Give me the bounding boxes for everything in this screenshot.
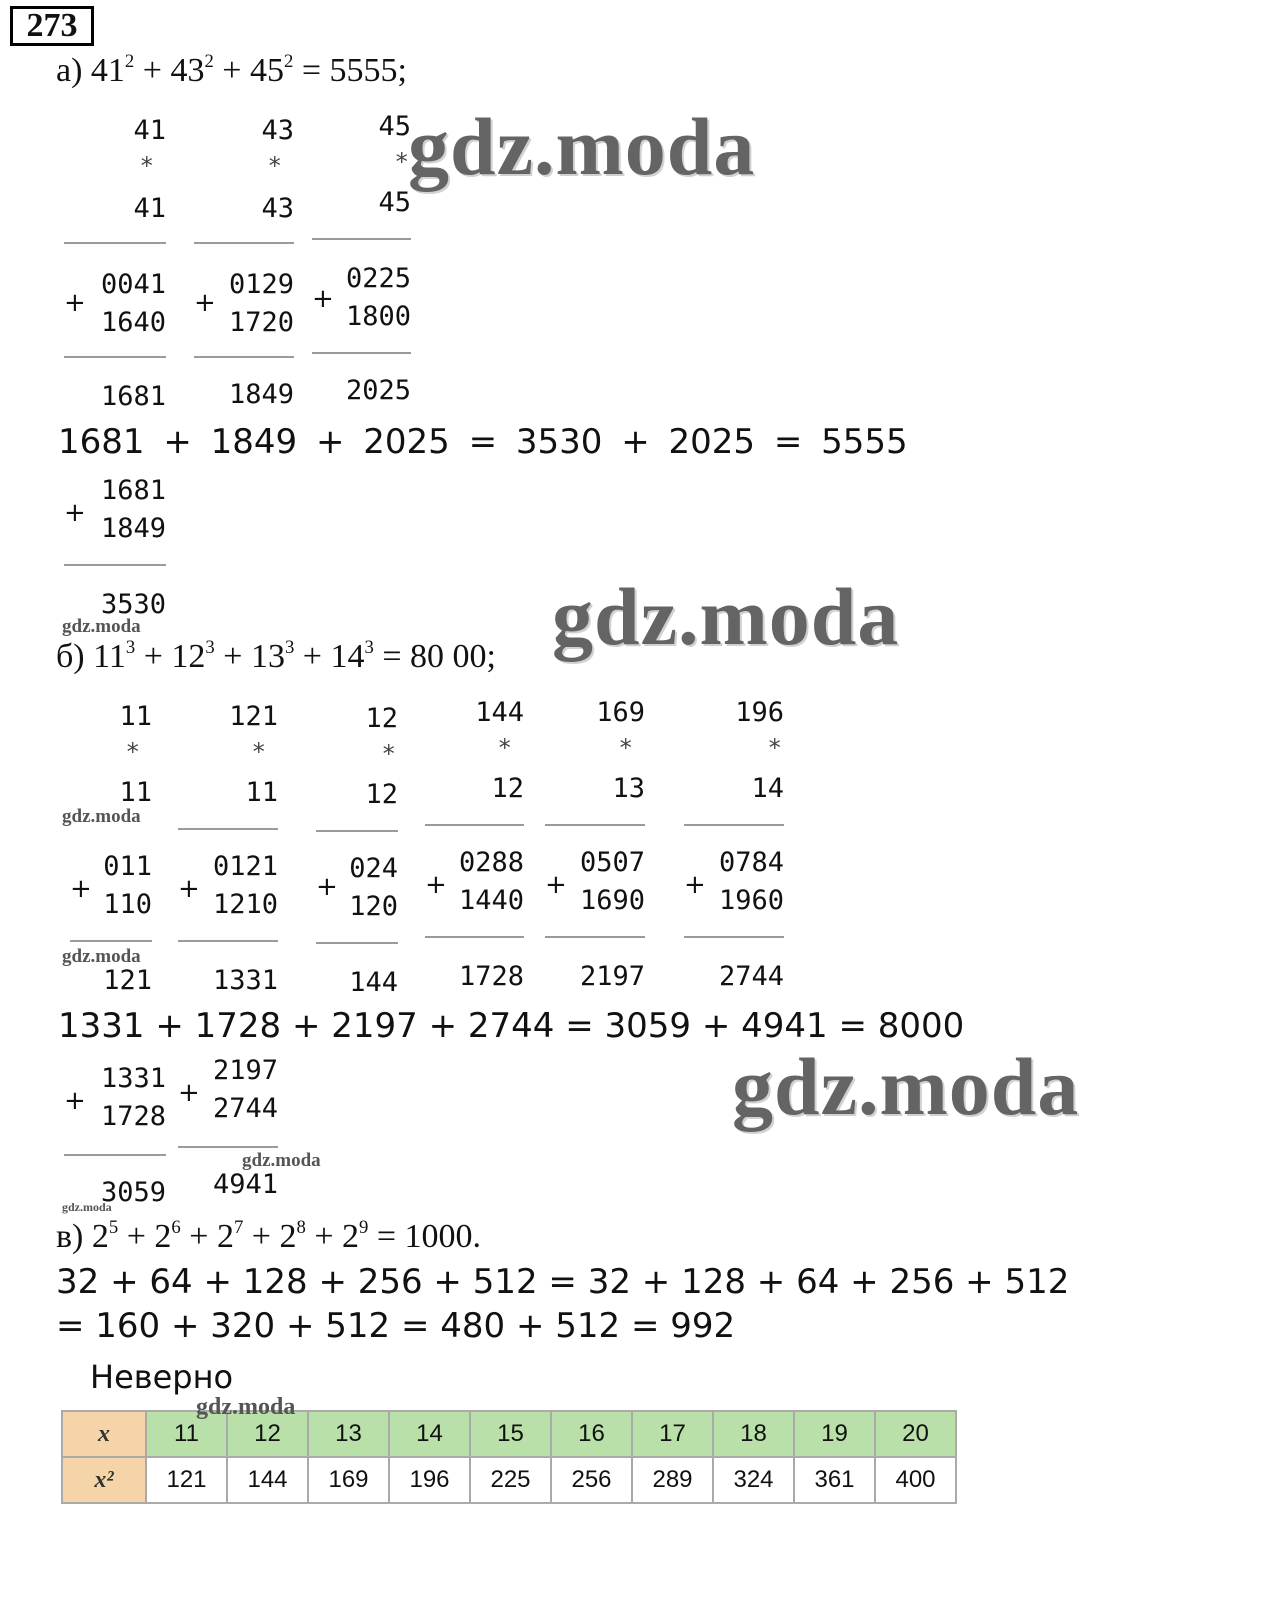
term-exp: 6 bbox=[171, 1216, 181, 1238]
times-sign: * bbox=[618, 734, 633, 762]
table-cell: 14 bbox=[389, 1411, 470, 1457]
term-exp: 3 bbox=[284, 636, 295, 658]
times-sign: * bbox=[381, 740, 396, 768]
partial-product: 1800 bbox=[345, 301, 411, 332]
table-cell: 324 bbox=[713, 1457, 794, 1503]
times-sign: * bbox=[394, 148, 409, 176]
mult-column-121x11 bbox=[178, 698, 278, 998]
times-sign: * bbox=[767, 734, 782, 762]
term-exp: 3 bbox=[205, 636, 215, 658]
table-cell: 11 bbox=[146, 1411, 227, 1457]
rule-line bbox=[64, 242, 166, 244]
addend: 1728 bbox=[100, 1101, 166, 1132]
table-cell: 121 bbox=[146, 1457, 227, 1503]
watermark-logo: gdz.moda bbox=[552, 571, 900, 662]
factor-top: 169 bbox=[596, 697, 645, 728]
factor-bottom: 11 bbox=[245, 777, 278, 808]
part-c-line-2: = 160 + 320 + 512 = 480 + 512 = 992 bbox=[56, 1306, 736, 1346]
times-sign: * bbox=[497, 734, 512, 762]
table-row-x-squared bbox=[62, 1457, 956, 1503]
term-exp: 3 bbox=[364, 636, 374, 658]
rule-line bbox=[425, 824, 524, 826]
mult-column-169x13 bbox=[545, 694, 645, 994]
partial-product: 0129 bbox=[228, 269, 294, 300]
sum-result: 3530 bbox=[100, 589, 166, 620]
factor-bottom: 11 bbox=[119, 777, 152, 808]
rule-line bbox=[178, 940, 278, 942]
partial-product: 0784 bbox=[718, 847, 784, 878]
table-cell: 13 bbox=[308, 1411, 389, 1457]
factor-top: 121 bbox=[229, 701, 278, 732]
partial-product: 1960 bbox=[718, 885, 784, 916]
term-base: 2 bbox=[154, 1218, 172, 1255]
rule-line bbox=[70, 940, 152, 942]
watermark-small: gdz.moda bbox=[62, 616, 141, 637]
partial-product: 011 bbox=[103, 851, 152, 882]
product-result: 1331 bbox=[212, 965, 278, 996]
add-column-a bbox=[64, 474, 166, 624]
factor-bottom: 43 bbox=[261, 193, 294, 224]
sum-result: 3059 bbox=[100, 1177, 166, 1208]
factor-bottom: 41 bbox=[133, 193, 166, 224]
watermark-small: gdz.moda bbox=[242, 1150, 321, 1171]
rule-line bbox=[178, 828, 278, 830]
part-c-heading: в) $2^5 + 2^6 + 2^7 + 2^8 + 2^9 = 1000$. bbox=[56, 1216, 482, 1255]
partial-product: 120 bbox=[349, 891, 398, 922]
plus-sign: + bbox=[178, 1078, 200, 1108]
watermark-small: gdz.moda bbox=[196, 1394, 296, 1420]
factor-bottom: 14 bbox=[751, 773, 784, 804]
add-column-b2 bbox=[178, 1054, 278, 1204]
claim: = 1000. bbox=[376, 1218, 482, 1255]
mult-column-43 bbox=[194, 112, 294, 412]
partial-product: 024 bbox=[349, 853, 398, 884]
times-sign: * bbox=[139, 152, 154, 180]
partial-product: 1720 bbox=[228, 307, 294, 338]
mult-column-12x12 bbox=[316, 700, 398, 1000]
plus-sign: + bbox=[178, 874, 200, 904]
term-base: 45 bbox=[249, 52, 284, 89]
watermark-logo: gdz.moda bbox=[732, 1041, 1080, 1132]
term-base: 14 bbox=[330, 638, 365, 675]
rule-line bbox=[425, 936, 524, 938]
term-base: 41 bbox=[90, 52, 125, 89]
table-cell: 196 bbox=[389, 1457, 470, 1503]
partial-product: 0041 bbox=[100, 269, 166, 300]
plus-sign: + bbox=[64, 498, 86, 528]
product-result: 2744 bbox=[718, 961, 784, 992]
factor-top: 11 bbox=[119, 701, 152, 732]
factor-top: 12 bbox=[365, 703, 398, 734]
rule-line bbox=[316, 830, 398, 832]
table-cell: 19 bbox=[794, 1411, 875, 1457]
rule-line bbox=[64, 1154, 166, 1156]
partial-product: 0121 bbox=[212, 851, 278, 882]
factor-bottom: 13 bbox=[612, 773, 645, 804]
table-cell: 17 bbox=[632, 1411, 713, 1457]
add-column-b1 bbox=[64, 1062, 166, 1212]
term-exp: 9 bbox=[359, 1216, 369, 1238]
claim: = 80 00; bbox=[382, 638, 496, 675]
table-cell: 144 bbox=[227, 1457, 308, 1503]
verdict-text: Неверно bbox=[90, 1358, 234, 1396]
times-sign: * bbox=[251, 738, 266, 766]
term-base: 2 bbox=[342, 1218, 360, 1255]
factor-top: 45 bbox=[378, 111, 411, 142]
watermark-small: gdz.moda bbox=[62, 946, 141, 967]
factor-bottom: 12 bbox=[365, 779, 398, 810]
claim: = 5555; bbox=[301, 52, 407, 89]
rule-line bbox=[194, 242, 294, 244]
mult-column-196x14 bbox=[684, 694, 784, 994]
table-cell: 225 bbox=[470, 1457, 551, 1503]
partial-product: 1640 bbox=[100, 307, 166, 338]
table-cell: 12 bbox=[227, 1411, 308, 1457]
table-cell: 361 bbox=[794, 1457, 875, 1503]
partial-product: 1690 bbox=[579, 885, 645, 916]
product-result: 144 bbox=[349, 967, 398, 998]
plus-sign: + bbox=[545, 870, 567, 900]
factor-top: 144 bbox=[475, 697, 524, 728]
term-exp: 2 bbox=[204, 50, 214, 72]
factor-bottom: 45 bbox=[378, 187, 411, 218]
partial-product: 0507 bbox=[579, 847, 645, 878]
plus-sign: + bbox=[70, 874, 92, 904]
factor-top: 41 bbox=[133, 115, 166, 146]
partial-product: 0288 bbox=[458, 847, 524, 878]
table-cell: 16 bbox=[551, 1411, 632, 1457]
partial-product: 110 bbox=[103, 889, 152, 920]
part-b-sum-line: 1331 + 1728 + 2197 + 2744 = 3059 + 4941 = 8000 bbox=[58, 1006, 965, 1046]
part-b-heading: б) $11^3 + 12^3 + 13^3 + 14^3 = 80$ 00; bbox=[56, 636, 496, 675]
part-a-sum-line: 1681 + 1849 + 2025 = 3530 + 2025 = 5555 bbox=[58, 422, 908, 462]
table-cell: 400 bbox=[875, 1457, 956, 1503]
partial-product: 1440 bbox=[458, 885, 524, 916]
plus-sign: + bbox=[312, 284, 334, 314]
problem-number: 273 bbox=[10, 6, 94, 46]
mult-column-45 bbox=[312, 108, 411, 408]
watermark-logo: gdz.moda bbox=[408, 101, 756, 192]
term-base: 12 bbox=[171, 638, 206, 675]
row-header-x-squared: x² bbox=[62, 1457, 146, 1503]
rule-line bbox=[64, 356, 166, 358]
product-result: 121 bbox=[103, 965, 152, 996]
part-a-heading: а) $41^2 + 43^2 + 45^2 = 5555$; bbox=[56, 50, 407, 89]
rule-line bbox=[684, 936, 784, 938]
term-exp: 7 bbox=[233, 1216, 244, 1238]
part-c-label: в) bbox=[56, 1218, 84, 1255]
factor-top: 43 bbox=[261, 115, 294, 146]
term-exp: 5 bbox=[108, 1216, 119, 1238]
rule-line bbox=[312, 352, 411, 354]
plus-sign: + bbox=[194, 288, 216, 318]
partial-product: 1210 bbox=[212, 889, 278, 920]
rule-line bbox=[194, 356, 294, 358]
product-result: 1681 bbox=[100, 381, 166, 412]
term-exp: 3 bbox=[125, 636, 136, 658]
partial-product: 0225 bbox=[345, 263, 411, 294]
product-result: 1728 bbox=[458, 961, 524, 992]
part-b-label: б) bbox=[56, 638, 85, 675]
term-base: 2 bbox=[279, 1218, 297, 1255]
term-exp: 8 bbox=[296, 1216, 306, 1238]
product-result: 1849 bbox=[228, 379, 294, 410]
table-cell: 289 bbox=[632, 1457, 713, 1503]
part-c-line-1: 32 + 64 + 128 + 256 + 512 = 32 + 128 + 64 + 256 + 512 bbox=[56, 1262, 1070, 1302]
table-cell: 18 bbox=[713, 1411, 794, 1457]
table-cell: 15 bbox=[470, 1411, 551, 1457]
times-sign: * bbox=[267, 152, 282, 180]
watermark-small: gdz.moda bbox=[62, 1200, 112, 1214]
rule-line bbox=[64, 564, 166, 566]
addend: 1849 bbox=[100, 513, 166, 544]
plus-sign: + bbox=[425, 870, 447, 900]
plus-sign: + bbox=[64, 1086, 86, 1116]
rule-line bbox=[684, 824, 784, 826]
rule-line bbox=[178, 1146, 278, 1148]
watermark-small: gdz.moda bbox=[62, 806, 141, 827]
rule-line bbox=[545, 936, 645, 938]
rule-line bbox=[545, 824, 645, 826]
product-result: 2025 bbox=[345, 375, 411, 406]
mult-column-144x12 bbox=[425, 694, 524, 994]
term-base: 13 bbox=[250, 638, 285, 675]
term-base: 2 bbox=[91, 1218, 109, 1255]
term-exp: 2 bbox=[124, 50, 135, 72]
row-header-x: x bbox=[62, 1411, 146, 1457]
squares-table bbox=[61, 1410, 957, 1504]
addend: 1681 bbox=[100, 475, 166, 506]
plus-sign: + bbox=[64, 288, 86, 318]
addend: 2744 bbox=[212, 1093, 278, 1124]
rule-line bbox=[312, 238, 411, 240]
addend: 1331 bbox=[100, 1063, 166, 1094]
table-cell: 256 bbox=[551, 1457, 632, 1503]
rule-line bbox=[316, 942, 398, 944]
addend: 2197 bbox=[212, 1055, 278, 1086]
term-base: 2 bbox=[216, 1218, 234, 1255]
sum-result: 4941 bbox=[212, 1169, 278, 1200]
table-cell: 20 bbox=[875, 1411, 956, 1457]
part-a-label: а) bbox=[56, 52, 83, 89]
factor-bottom: 12 bbox=[491, 773, 524, 804]
mult-column-41 bbox=[64, 112, 166, 412]
term-base: 11 bbox=[93, 638, 126, 675]
plus-sign: + bbox=[684, 870, 706, 900]
factor-top: 196 bbox=[735, 697, 784, 728]
term-base: 43 bbox=[170, 52, 205, 89]
plus-sign: + bbox=[316, 872, 338, 902]
times-sign: * bbox=[125, 738, 140, 766]
term-exp: 2 bbox=[283, 50, 294, 72]
product-result: 2197 bbox=[579, 961, 645, 992]
table-cell: 169 bbox=[308, 1457, 389, 1503]
